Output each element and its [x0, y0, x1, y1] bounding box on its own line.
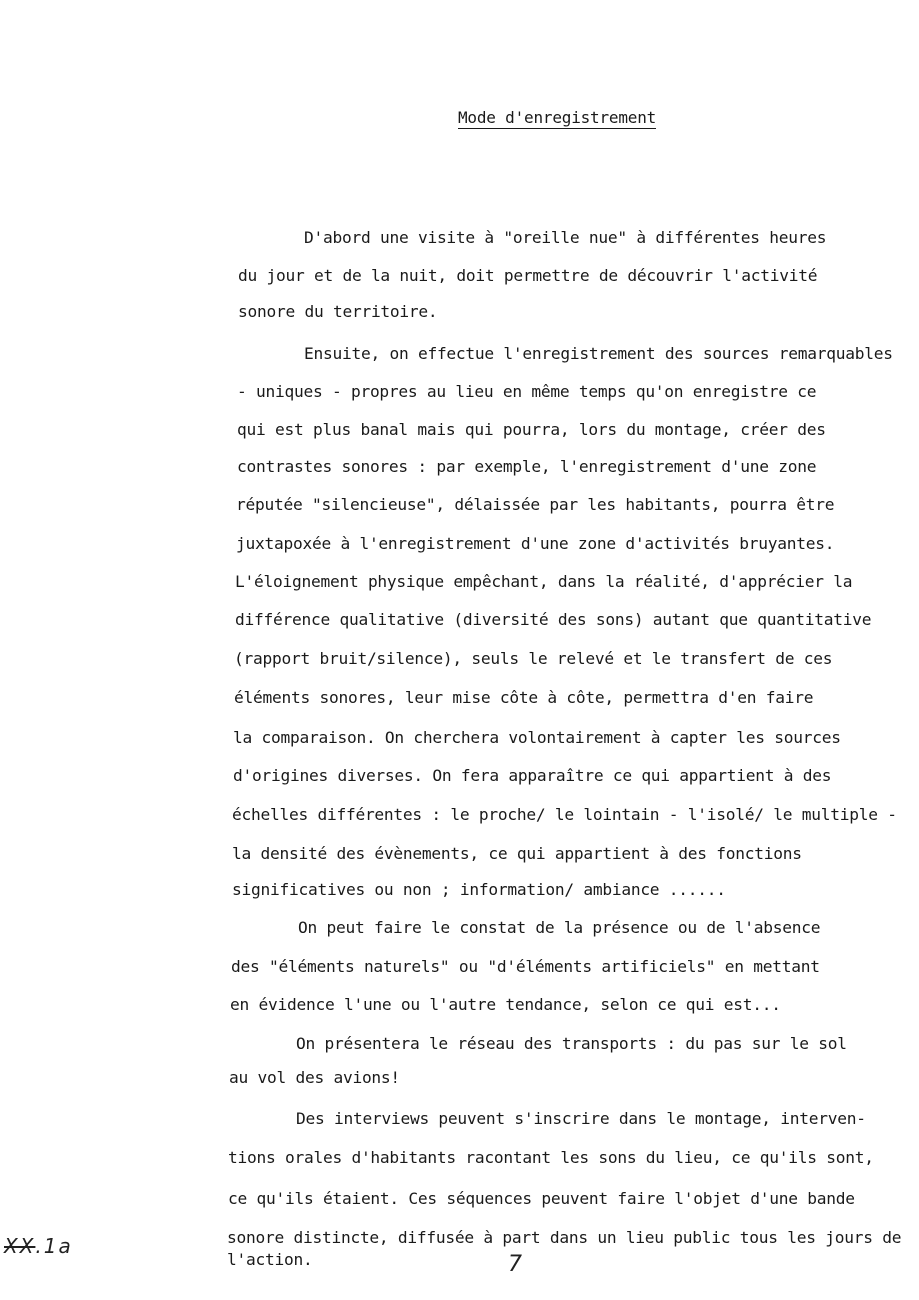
text-line: contrastes sonores : par exemple, l'enregistrement d'une zone	[237, 457, 817, 476]
text-line: d'origines diverses. On fera apparaître ce qui appartient à des	[233, 766, 832, 785]
margin-note-rest: .1a	[35, 1234, 73, 1258]
text-line: du jour et de la nuit, doit permettre de découvrir l'activité	[238, 266, 818, 285]
text-line: - uniques - propres au lieu en même temps qu'on enregistre ce	[237, 382, 817, 401]
margin-note-struck: XX	[4, 1234, 36, 1258]
text-line: Ensuite, on effectue l'enregistrement des sources remarquables	[304, 344, 893, 363]
page-title: Mode d'enregistrement	[458, 108, 657, 127]
text-line: juxtapoxée à l'enregistrement d'une zone d'activités bruyantes.	[236, 534, 835, 553]
text-line: la comparaison. On cherchera volontairement à capter les sources	[233, 728, 841, 747]
text-line: éléments sonores, leur mise côte à côte, permettra d'en faire	[234, 688, 814, 707]
text-line: des "éléments naturels" ou "d'éléments artificiels" en mettant	[231, 957, 820, 976]
text-line: D'abord une visite à "oreille nue" à différentes heures	[304, 228, 827, 247]
text-line: sonore distincte, diffusée à part dans un lieu public tous les jours de	[227, 1228, 902, 1247]
text-line: sonore du territoire.	[238, 302, 438, 321]
text-line: L'éloignement physique empêchant, dans la réalité, d'apprécier la	[235, 572, 853, 591]
text-line: au vol des avions!	[229, 1068, 400, 1087]
text-line: tions orales d'habitants racontant les sons du lieu, ce qu'ils sont,	[228, 1148, 874, 1167]
handwritten-page-number: 7	[508, 1252, 522, 1277]
text-line: significatives ou non ; information/ ambiance ......	[232, 880, 726, 899]
text-line: réputée "silencieuse", délaissée par les habitants, pourra être	[236, 495, 835, 514]
text-line: en évidence l'une ou l'autre tendance, selon ce qui est...	[230, 995, 781, 1014]
text-line: On peut faire le constat de la présence ou de l'absence	[298, 918, 821, 937]
text-line: différence qualitative (diversité des sons) autant que quantitative	[235, 610, 872, 629]
text-line: échelles différentes : le proche/ le lointain - l'isolé/ le multiple -	[232, 805, 897, 824]
text-line: l'action.	[227, 1250, 313, 1269]
text-line: (rapport bruit/silence), seuls le relevé et le transfert de ces	[234, 649, 833, 668]
text-line: la densité des évènements, ce qui appartient à des fonctions	[232, 844, 802, 863]
text-line: ce qu'ils étaient. Ces séquences peuvent faire l'objet d'une bande	[228, 1189, 855, 1208]
handwritten-margin-note	[4, 1234, 73, 1258]
text-line: Des interviews peuvent s'inscrire dans le montage, interven-	[296, 1109, 866, 1128]
text-line: On présentera le réseau des transports : du pas sur le sol	[296, 1034, 847, 1053]
text-line: qui est plus banal mais qui pourra, lors du montage, créer des	[237, 420, 826, 439]
